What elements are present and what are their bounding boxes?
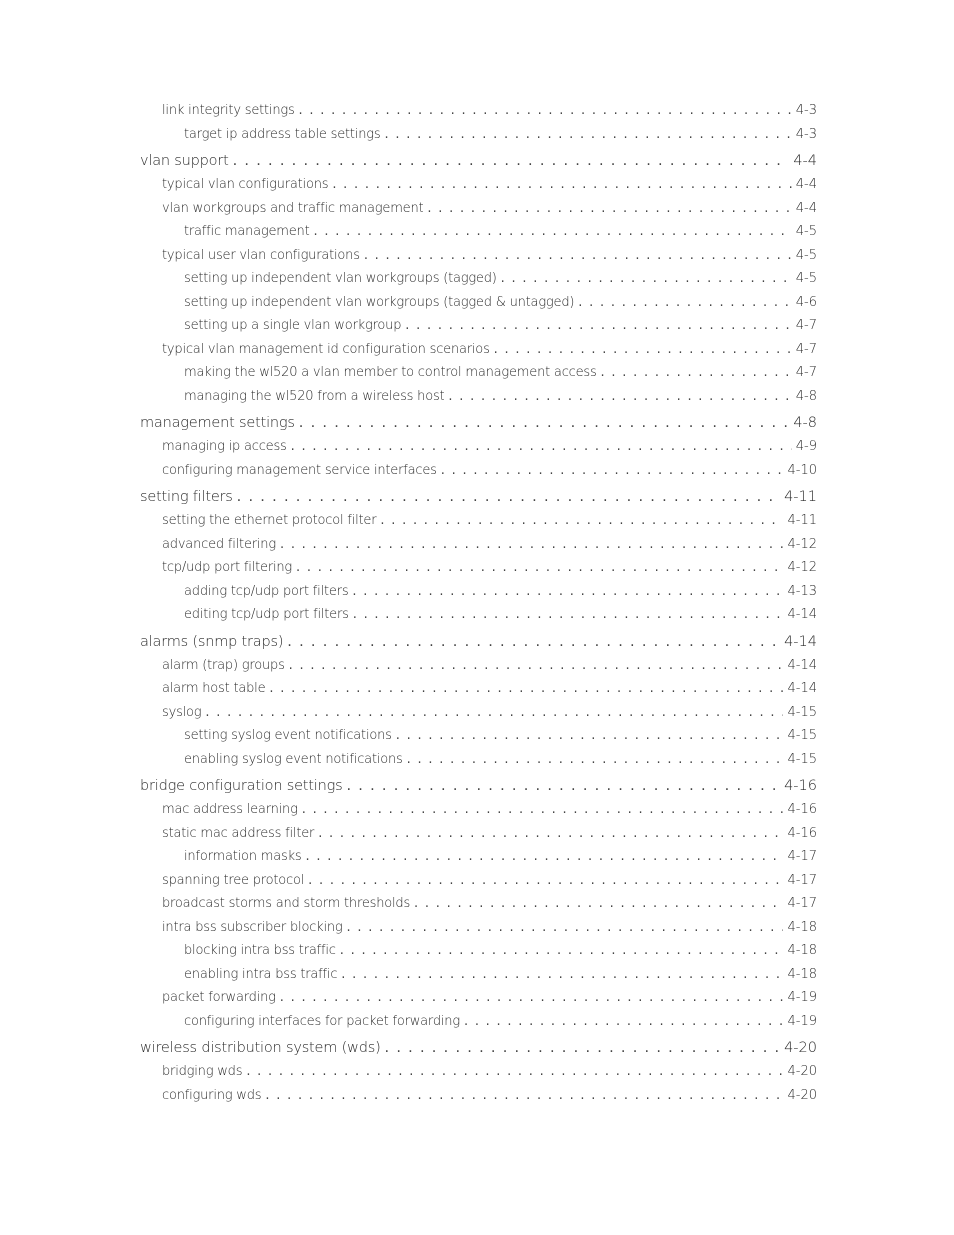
dot-leader — [291, 439, 792, 454]
dot-leader — [414, 896, 783, 911]
toc-subsubsection-entry[interactable] — [140, 967, 817, 991]
dot-leader — [280, 990, 784, 1005]
dot-leader — [464, 1014, 784, 1029]
toc-subsection-entry[interactable] — [140, 177, 817, 201]
dot-leader — [287, 634, 780, 650]
toc-entry-title: configuring management service interfaces — [162, 462, 437, 478]
toc-entry-title: target ip address table settings — [184, 126, 381, 142]
toc-subsubsection-entry[interactable] — [140, 365, 817, 389]
toc-entry-page: 4-17 — [787, 896, 817, 911]
dot-leader — [289, 658, 784, 673]
dot-leader — [441, 463, 784, 478]
toc-entry-title: blocking intra bss traffic — [184, 943, 336, 958]
dot-leader — [269, 681, 783, 696]
toc-entry-page: 4-20 — [784, 1040, 817, 1056]
toc-entry-title: tcp/udp port filtering — [162, 560, 293, 575]
toc-subsection-entry[interactable] — [140, 920, 817, 944]
toc-entry-page: 4-15 — [787, 751, 817, 767]
toc-section-entry[interactable] — [140, 153, 817, 177]
dot-leader — [233, 153, 790, 169]
toc-entry-title: adding tcp/udp port filters — [184, 583, 349, 599]
toc-entry-title: alarms (snmp traps) — [140, 633, 284, 650]
toc-entry-page: 4-5 — [795, 247, 817, 263]
toc-entry-title: enabling syslog event notifications — [184, 751, 403, 767]
dot-leader — [384, 127, 791, 142]
toc-subsubsection-entry[interactable] — [140, 849, 817, 873]
toc-entry-page: 4-14 — [787, 657, 817, 673]
toc-entry-page: 4-18 — [787, 966, 817, 982]
toc-entry-page: 4-7 — [795, 341, 817, 357]
toc-entry-title: advanced filtering — [162, 536, 276, 552]
toc-entry-title: setting up independent vlan workgroups (tagged & untagged) — [184, 294, 575, 310]
toc-subsection-entry[interactable] — [140, 439, 817, 463]
toc-entry-title: managing the wl520 from a wireless host — [184, 388, 445, 404]
toc-subsubsection-entry[interactable] — [140, 295, 817, 319]
toc-entry-page: 4-4 — [793, 153, 817, 169]
toc-subsubsection-entry[interactable] — [140, 389, 817, 413]
toc-entry-page: 4-10 — [787, 462, 817, 478]
dot-leader — [407, 752, 784, 767]
dot-leader — [341, 967, 783, 982]
toc-entry-title: bridge configuration settings — [140, 778, 343, 794]
toc-subsection-entry[interactable] — [140, 681, 817, 705]
toc-entry-title: setting syslog event notifications — [184, 728, 392, 743]
toc-entry-title: wireless distribution system (wds) — [140, 1040, 381, 1056]
dot-leader — [296, 560, 783, 575]
toc-entry-title: configuring interfaces for packet forwarding — [184, 1013, 460, 1029]
toc-section-entry[interactable] — [140, 778, 817, 802]
toc-subsection-entry[interactable] — [140, 1088, 817, 1112]
toc-entry-title: typical vlan management id configuration scenarios — [162, 341, 490, 357]
toc-entry-title: making the wl520 a vlan member to control management access — [184, 365, 597, 380]
toc-entry-page: 4-19 — [787, 1013, 817, 1029]
dot-leader — [380, 513, 783, 528]
toc-entry-page: 4-19 — [787, 990, 817, 1005]
dot-leader — [352, 584, 783, 599]
table-of-contents — [140, 103, 817, 1111]
toc-subsection-entry[interactable] — [140, 990, 817, 1014]
toc-entry-page: 4-3 — [795, 103, 817, 118]
toc-subsubsection-entry[interactable] — [140, 271, 817, 295]
toc-entry-title: setting filters — [140, 489, 233, 505]
toc-subsection-entry[interactable] — [140, 802, 817, 826]
toc-entry-title: information masks — [184, 849, 302, 864]
toc-section-entry[interactable] — [140, 1040, 817, 1064]
toc-subsubsection-entry[interactable] — [140, 607, 817, 631]
dot-leader — [302, 802, 784, 817]
toc-entry-title: configuring wds — [162, 1087, 262, 1103]
toc-entry-page: 4-9 — [795, 439, 817, 454]
toc-entry-page: 4-4 — [795, 200, 817, 216]
dot-leader — [448, 389, 791, 404]
dot-leader — [346, 778, 780, 794]
toc-entry-page: 4-12 — [787, 560, 817, 575]
toc-entry-page: 4-11 — [787, 513, 817, 528]
toc-entry-page: 4-16 — [787, 825, 817, 841]
toc-entry-title: vlan workgroups and traffic management — [162, 200, 424, 216]
toc-section-entry[interactable] — [140, 634, 817, 658]
dot-leader — [246, 1064, 783, 1079]
toc-subsection-entry[interactable] — [140, 1064, 817, 1088]
toc-subsubsection-entry[interactable] — [140, 1014, 817, 1038]
toc-entry-page: 4-20 — [787, 1087, 817, 1103]
toc-entry-title: editing tcp/udp port filters — [184, 607, 349, 622]
dot-leader — [308, 873, 783, 888]
toc-entry-page: 4-14 — [787, 607, 817, 622]
toc-subsection-entry[interactable] — [140, 537, 817, 561]
toc-entry-page: 4-7 — [795, 365, 817, 380]
toc-section-entry[interactable] — [140, 415, 817, 439]
toc-subsection-entry[interactable] — [140, 873, 817, 897]
toc-entry-page: 4-14 — [787, 681, 817, 696]
toc-entry-title: management settings — [140, 415, 295, 431]
toc-entry-page: 4-3 — [795, 126, 817, 142]
dot-leader — [305, 849, 783, 864]
toc-subsubsection-entry[interactable] — [140, 224, 817, 248]
toc-subsection-entry[interactable] — [140, 463, 817, 487]
toc-entry-page: 4-11 — [784, 489, 817, 505]
dot-leader — [205, 705, 783, 720]
toc-entry-page: 4-16 — [787, 802, 817, 817]
toc-subsubsection-entry[interactable] — [140, 318, 817, 342]
toc-entry-title: typical user vlan configurations — [162, 247, 360, 263]
dot-leader — [340, 943, 784, 958]
toc-entry-title: broadcast storms and storm thresholds — [162, 896, 411, 911]
dot-leader — [237, 489, 780, 505]
dot-leader — [578, 295, 792, 310]
toc-entry-title: bridging wds — [162, 1064, 243, 1079]
dot-leader — [494, 342, 792, 357]
toc-entry-page: 4-20 — [787, 1064, 817, 1079]
toc-entry-title: typical vlan configurations — [162, 177, 329, 192]
toc-entry-title: setting the ethernet protocol filter — [162, 513, 377, 528]
toc-entry-page: 4-17 — [787, 849, 817, 864]
dot-leader — [265, 1088, 783, 1103]
toc-entry-title: packet forwarding — [162, 990, 276, 1005]
toc-subsection-entry[interactable] — [140, 658, 817, 682]
toc-section-entry[interactable] — [140, 489, 817, 513]
toc-subsubsection-entry[interactable] — [140, 728, 817, 752]
toc-subsection-entry[interactable] — [140, 896, 817, 920]
toc-entry-page: 4-16 — [784, 778, 817, 794]
toc-entry-title: spanning tree protocol — [162, 872, 305, 888]
toc-entry-title: syslog — [162, 704, 202, 720]
toc-subsection-entry[interactable] — [140, 826, 817, 850]
toc-subsubsection-entry[interactable] — [140, 584, 817, 608]
toc-entry-page: 4-8 — [793, 415, 817, 431]
toc-subsection-entry[interactable] — [140, 705, 817, 729]
dot-leader — [347, 920, 784, 935]
toc-entry-title: enabling intra bss traffic — [184, 966, 338, 982]
toc-entry-title: setting up independent vlan workgroups (tagged) — [184, 271, 497, 286]
toc-subsection-entry[interactable] — [140, 248, 817, 272]
toc-subsection-entry[interactable] — [140, 201, 817, 225]
toc-entry-title: static mac address filter — [162, 825, 315, 841]
toc-subsubsection-entry[interactable] — [140, 127, 817, 151]
toc-subsubsection-entry[interactable] — [140, 943, 817, 967]
dot-leader — [314, 224, 792, 239]
toc-entry-page: 4-15 — [787, 704, 817, 720]
toc-subsection-entry[interactable] — [140, 513, 817, 537]
toc-entry-page: 4-8 — [795, 388, 817, 404]
toc-entry-page: 4-18 — [787, 943, 817, 958]
toc-subsection-entry[interactable] — [140, 103, 817, 127]
dot-leader — [299, 103, 792, 118]
toc-entry-title: alarm host table — [162, 681, 266, 696]
dot-leader — [332, 177, 791, 192]
toc-subsection-entry[interactable] — [140, 560, 817, 584]
toc-entry-page: 4-7 — [795, 318, 817, 333]
toc-entry-page: 4-5 — [795, 271, 817, 286]
toc-entry-title: alarm (trap) groups — [162, 657, 285, 673]
toc-entry-page: 4-13 — [787, 583, 817, 599]
toc-entry-page: 4-18 — [787, 919, 817, 935]
dot-leader — [353, 607, 784, 622]
toc-entry-title: traffic management — [184, 224, 310, 239]
dot-leader — [405, 318, 792, 333]
toc-entry-page: 4-14 — [784, 633, 817, 650]
toc-entry-title: managing ip access — [162, 439, 287, 454]
toc-subsection-entry[interactable] — [140, 342, 817, 366]
toc-entry-page: 4-6 — [795, 294, 817, 310]
toc-entry-page: 4-5 — [795, 224, 817, 239]
dot-leader — [364, 248, 792, 263]
dot-leader — [299, 415, 790, 431]
toc-entry-page: 4-17 — [787, 872, 817, 888]
toc-entry-title: mac address learning — [162, 802, 298, 817]
dot-leader — [318, 826, 783, 841]
dot-leader — [427, 201, 791, 216]
dot-leader — [280, 537, 784, 552]
toc-entry-title: setting up a single vlan workgroup — [184, 318, 402, 333]
toc-subsubsection-entry[interactable] — [140, 752, 817, 776]
toc-entry-title: intra bss subscriber blocking — [162, 919, 343, 935]
toc-entry-page: 4-4 — [795, 177, 817, 192]
toc-entry-page: 4-12 — [787, 536, 817, 552]
dot-leader — [601, 365, 792, 380]
dot-leader — [501, 271, 792, 286]
dot-leader — [385, 1040, 781, 1056]
toc-entry-title: link integrity settings — [162, 103, 295, 118]
dot-leader — [396, 728, 784, 743]
toc-entry-page: 4-15 — [787, 728, 817, 743]
toc-entry-title: vlan support — [140, 153, 229, 169]
